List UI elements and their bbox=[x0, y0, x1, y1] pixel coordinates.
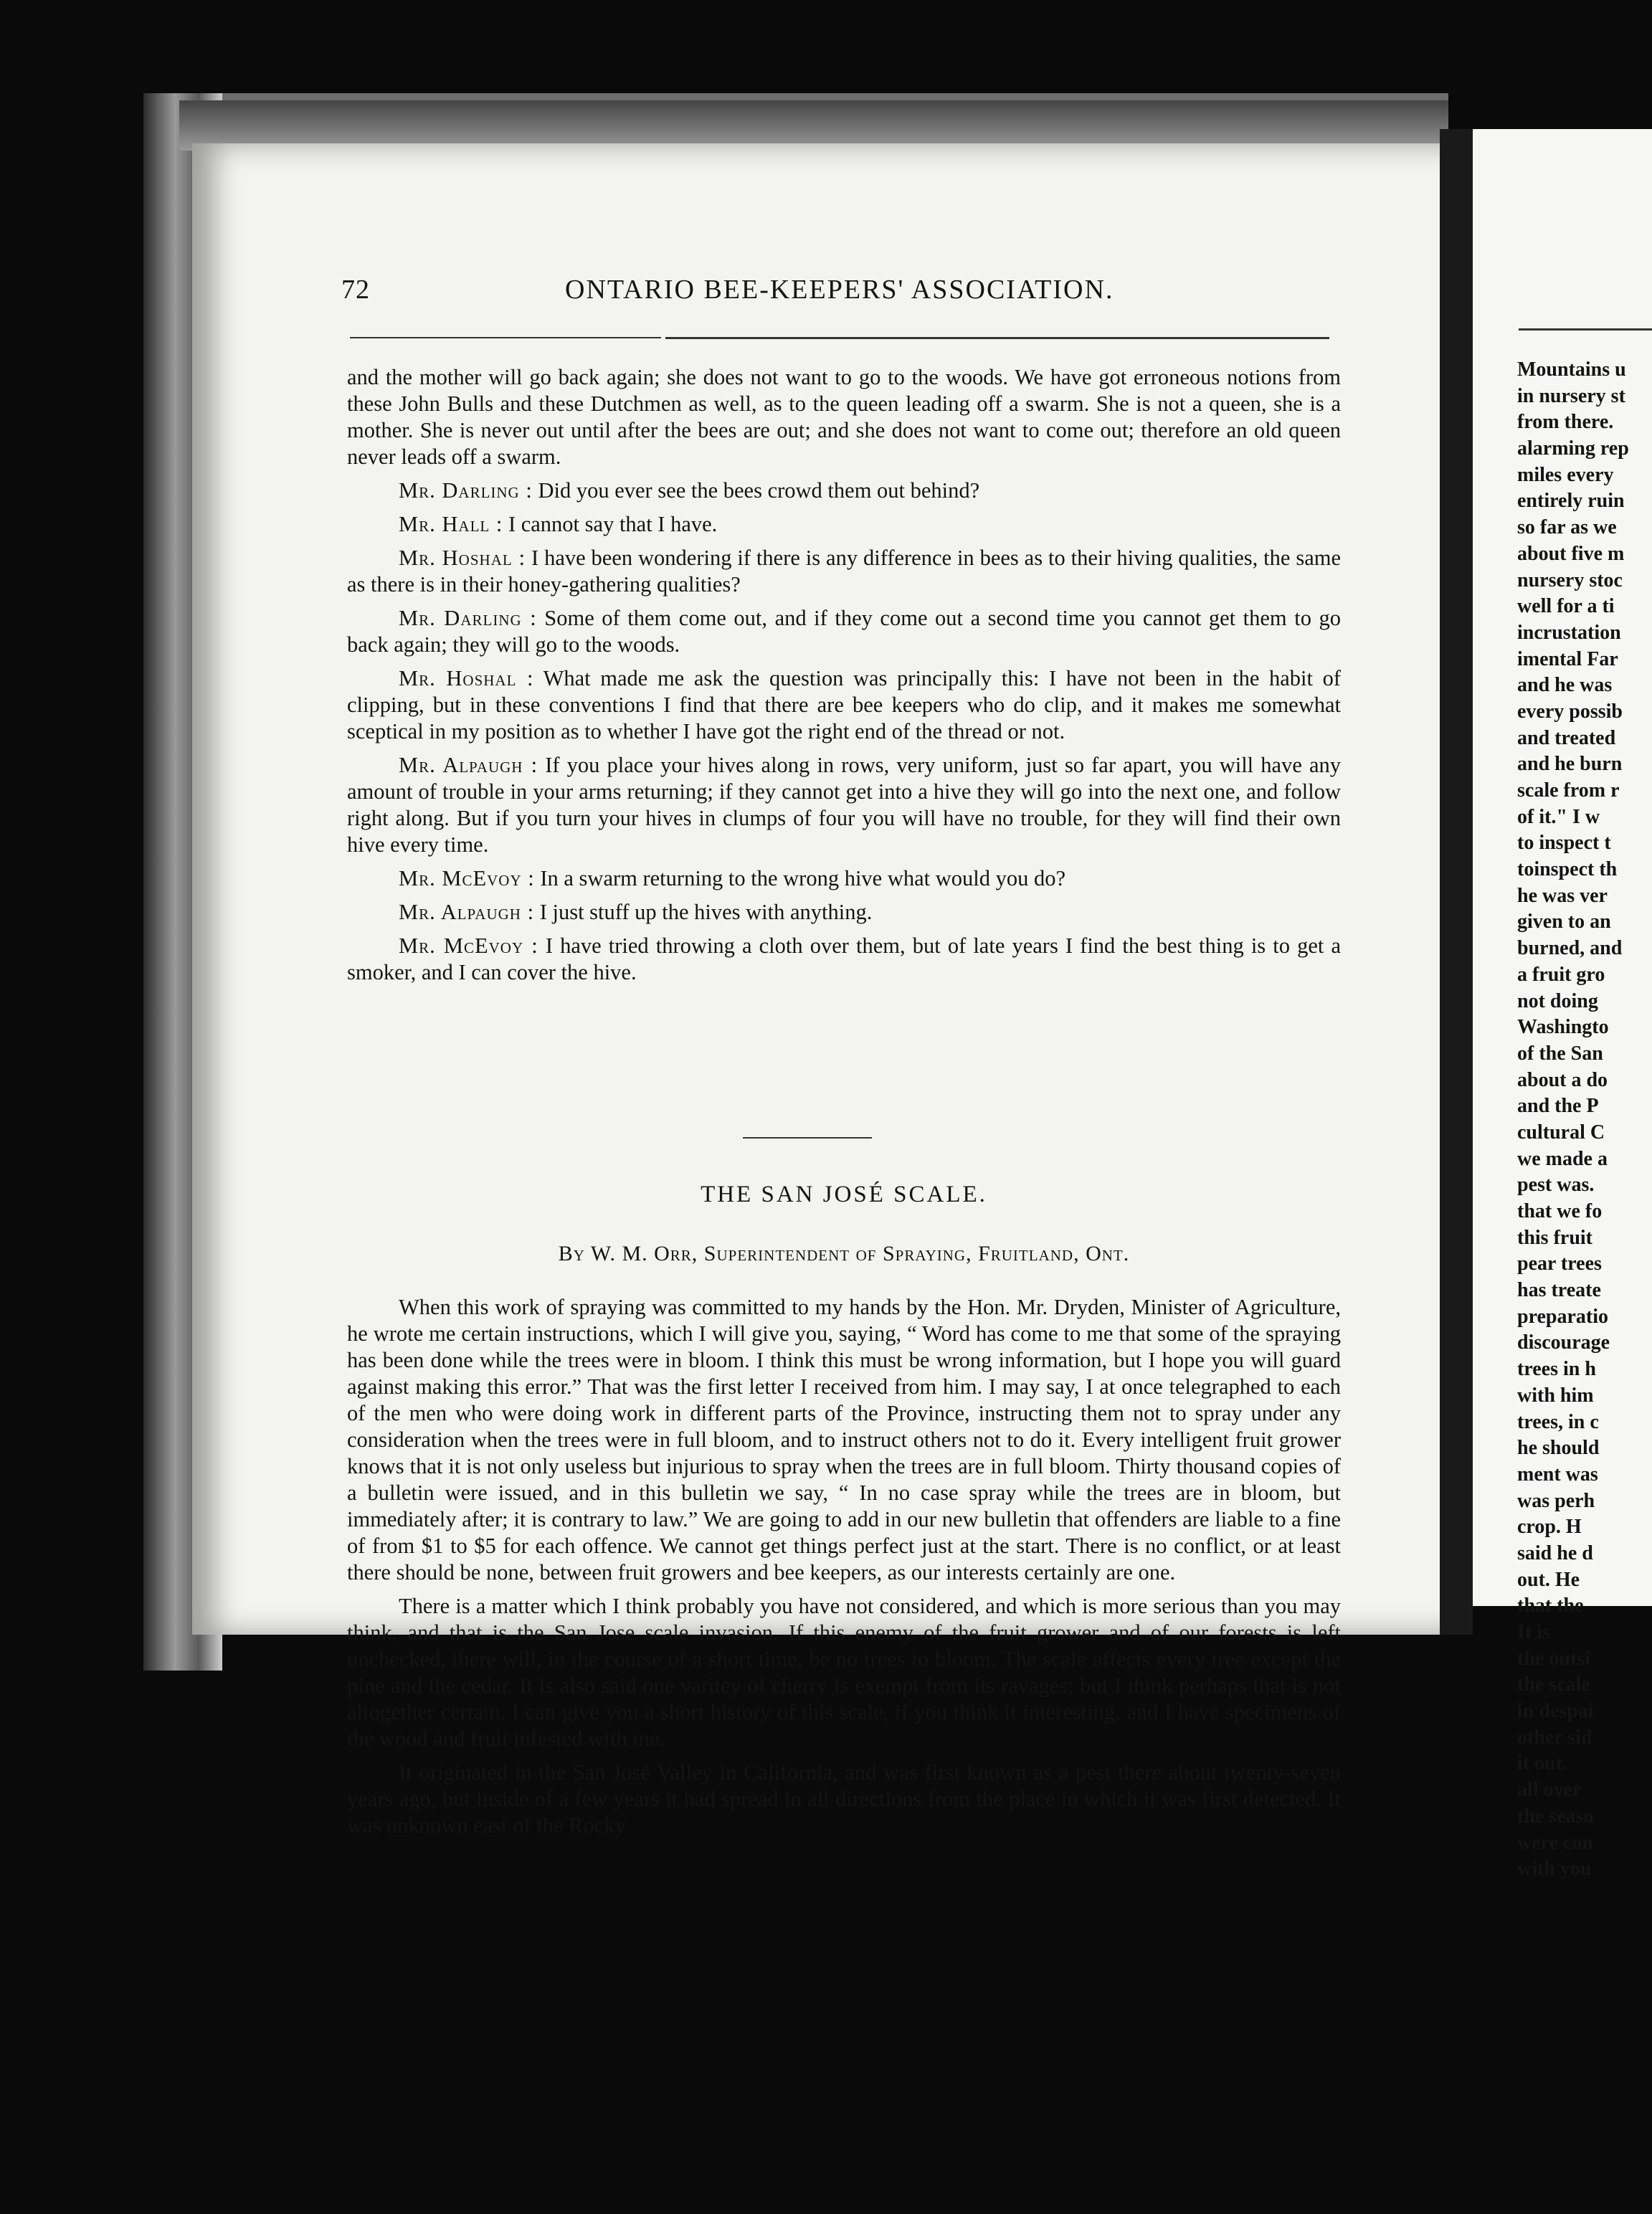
right-page-line: alarming rep bbox=[1517, 437, 1629, 460]
right-page-line: well for a ti bbox=[1517, 595, 1615, 618]
article-paragraph: It originated in the San José Valley in California, and was first known as a pest there about twenty-seven years ago, but inside of a few years it had spread in all directions from the place in which it was first detected. It was unknown east of the Rocky bbox=[347, 1760, 1341, 1838]
discussion-text-0: and the mother will go back again; she does not want to go to the woods. We have got erroneous notions from these John Bulls and these Dutchmen as well, as to the queen leading off a swarm. She is not a queen, she is a mother. She is never out until after the bees are out; and she does not want to come out; therefore an old queen never leads off a swarm. bbox=[347, 365, 1341, 469]
right-page-line: he should bbox=[1517, 1437, 1600, 1460]
right-page-line: and he burn bbox=[1517, 753, 1623, 776]
discussion-paragraph bbox=[347, 665, 1341, 745]
right-page-line: trees, in c bbox=[1517, 1410, 1599, 1433]
right-page-line: about five m bbox=[1517, 542, 1625, 565]
speaker-name: Mr. Hoshal : bbox=[399, 546, 526, 570]
right-page-line: imental Far bbox=[1517, 647, 1618, 670]
right-page-line: were con bbox=[1517, 1831, 1593, 1854]
right-page-line: out. He bbox=[1517, 1568, 1580, 1591]
discussion-paragraph bbox=[347, 478, 1341, 504]
speaker-name: Mr. Darling : bbox=[399, 606, 537, 630]
right-page-line: given to an bbox=[1517, 911, 1611, 933]
article-byline: By W. M. Orr, Superintendent of Spraying, Fruitland, Ont. bbox=[558, 1242, 1130, 1265]
right-page-line: about a do bbox=[1517, 1068, 1608, 1091]
right-page-line: discourage bbox=[1517, 1331, 1610, 1354]
speaker-remark: I cannot say that I have. bbox=[508, 512, 718, 536]
right-page-line: not doing bbox=[1517, 989, 1598, 1012]
speaker-remark: In a swarm returning to the wrong hive what would you do? bbox=[540, 866, 1066, 890]
header-rule-left bbox=[350, 337, 661, 338]
speaker-remark: Some of them come out, and if they come out a second time you cannot get them to go back again; they will go to the woods. bbox=[347, 606, 1341, 657]
right-page-line: other sid bbox=[1517, 1726, 1592, 1749]
section-divider bbox=[743, 1137, 872, 1139]
speaker-name: Mr. McEvoy : bbox=[399, 933, 538, 958]
speaker-remark: Did you ever see the bees crowd them out behind? bbox=[538, 478, 980, 503]
right-page-line: it out. bbox=[1517, 1752, 1567, 1775]
right-page-line: preparatio bbox=[1517, 1305, 1609, 1328]
right-page-line: in despai bbox=[1517, 1700, 1594, 1723]
discussion-paragraph bbox=[347, 511, 1341, 538]
right-page-line: nursery stoc bbox=[1517, 569, 1623, 591]
discussion-paragraph bbox=[347, 933, 1341, 986]
right-page-line: pest was. bbox=[1517, 1174, 1595, 1197]
right-page-column bbox=[1517, 357, 1652, 1883]
right-page-line: It is bbox=[1517, 1621, 1550, 1643]
article-paragraph: There is a matter which I think probably you have not considered, and which is more serious than you may think, and that is the San Jose scale invasion. If this enemy of the fruit grower and of our forests is left unchecked, there will, in the course of a short time, be no trees to bloom. The scale affects every tree except the pine and the cedar. It is also said one varitey of cherry is exempt from its ravages; but I think perhaps that is not altogether certain. I can give you a short history of this scale, if you think it interesting, and I have specimens of the wood and fruit infested with me. bbox=[347, 1594, 1341, 1751]
right-page-line: the outsi bbox=[1517, 1647, 1590, 1670]
right-page-line: every possib bbox=[1517, 700, 1623, 723]
right-page-line: crop. H bbox=[1517, 1516, 1582, 1539]
right-page-line: Washingto bbox=[1517, 1016, 1609, 1039]
right-page-line: the scale bbox=[1517, 1673, 1590, 1696]
right-page-line: was perh bbox=[1517, 1489, 1595, 1512]
speaker-remark: I have tried throwing a cloth over them, but of late years I find the best thing is to get a smoker, and I can cover the hive. bbox=[347, 933, 1342, 984]
article-body bbox=[347, 1294, 1341, 1846]
right-page-line: he was ver bbox=[1517, 884, 1608, 907]
speaker-name: Mr. Alpaugh : bbox=[399, 900, 535, 924]
right-page-line: in nursery st bbox=[1517, 384, 1625, 407]
right-page-line: with him bbox=[1517, 1384, 1594, 1407]
page-header bbox=[341, 274, 1345, 317]
right-page-line: and treated bbox=[1517, 726, 1616, 749]
right-page-line: of the San bbox=[1517, 1042, 1603, 1065]
discussion-paragraph bbox=[347, 865, 1341, 892]
right-page-line: that the bbox=[1517, 1595, 1584, 1617]
right-page-line: pear trees bbox=[1517, 1253, 1602, 1275]
speaker-remark: If you place your hives along in rows, very uniform, just so far apart, you will have any amount of trouble in your arms returning; if they cannot get into a hive they will go into the next one, and follow right along. But if you turn your hives in clumps of four you will have no trouble, for they will find their own hive every time. bbox=[347, 753, 1342, 857]
right-page-line: that we fo bbox=[1517, 1200, 1603, 1222]
speaker-name: Mr. McEvoy : bbox=[399, 866, 535, 890]
speaker-name: Mr. Darling : bbox=[399, 478, 533, 503]
article-paragraph: When this work of spraying was committed to my hands by the Hon. Mr. Dryden, Minister of Agriculture, he wrote me certain instructions, which I will give you, saying, “ Word has come to me that some of the spraying has been done while the trees were in bloom. I think this must be wrong information, but I hope you will guard against making this error.” That was the first letter I received from him. I may say, I at once telegraphed to each of the men who were doing work in different parts of the Province, instructing them not to spray under any consideration when the trees were in full bloom, and to instruct others not to do it. Every intelligent fruit grower knows that it is not only useless but injurious to spray when the trees are in full bloom. Thirty thousand copies of a bulletin were issued, and in this bulletin we say, “ In no case spray while the trees are in bloom, but immediately after; it is contrary to law.” We are going to add in our new bulletin that offenders are liable to a fine of from $1 to $5 for each offence. We cannot get things perfect just at the start. There is no conflict, or at least there should be none, between fruit growers and bee keepers, as our interests certainly are one. bbox=[347, 1295, 1341, 1585]
right-page-line: with you bbox=[1517, 1858, 1592, 1881]
speaker-name: Mr. Hoshal : bbox=[399, 666, 534, 690]
right-page-line: said he d bbox=[1517, 1541, 1593, 1564]
right-page-line: ment was bbox=[1517, 1463, 1598, 1486]
right-page-line: trees in h bbox=[1517, 1358, 1596, 1381]
discussion-paragraph bbox=[347, 545, 1341, 598]
book-gutter bbox=[1440, 129, 1473, 1635]
right-page-line: toinspect th bbox=[1517, 858, 1618, 881]
right-page-line: and he was bbox=[1517, 674, 1613, 697]
speaker-remark: What made me ask the question was principally this: I have not been in the habit of clipping, but in these conventions I find that there are bee keepers who do clip, and it makes me somewhat sceptical in my position as to whether I have got the right end of the thread or not. bbox=[347, 666, 1341, 743]
discussion-paragraph bbox=[347, 752, 1341, 858]
right-page-line: scale from r bbox=[1517, 779, 1620, 802]
right-page-line: a fruit gro bbox=[1517, 963, 1605, 986]
speaker-name: Mr. Hall : bbox=[399, 512, 503, 536]
right-page-line: this fruit bbox=[1517, 1226, 1592, 1249]
right-page-line: cultural C bbox=[1517, 1121, 1605, 1144]
right-page-line: burned, and bbox=[1517, 937, 1623, 960]
speaker-remark: I have been wondering if there is any difference in bees as to their hiving qualities, the same as there is in their honey-gathering qualities? bbox=[347, 546, 1342, 597]
right-page-header-rule bbox=[1519, 328, 1652, 331]
right-page-line: so far as we bbox=[1517, 516, 1617, 539]
right-page-line: we made a bbox=[1517, 1147, 1608, 1170]
running-head: ONTARIO BEE-KEEPERS' ASSOCIATION. bbox=[565, 275, 1114, 305]
discussion-text bbox=[347, 364, 1341, 993]
discussion-paragraph bbox=[347, 364, 1341, 470]
speaker-remark: I just stuff up the hives with anything. bbox=[539, 900, 873, 924]
discussion-paragraph bbox=[347, 605, 1341, 658]
article-title: THE SAN JOSÉ SCALE. bbox=[701, 1182, 987, 1207]
right-page-line: the seaso bbox=[1517, 1805, 1594, 1828]
right-page-line: all over bbox=[1517, 1779, 1582, 1802]
right-page-line: and the P bbox=[1517, 1095, 1599, 1118]
right-page-line: incrustation bbox=[1517, 621, 1621, 644]
right-page-line: has treate bbox=[1517, 1279, 1601, 1302]
right-page-line: of it." I w bbox=[1517, 805, 1600, 828]
discussion-paragraph bbox=[347, 899, 1341, 926]
right-page-line: to inspect t bbox=[1517, 832, 1611, 855]
right-page-line: from there. bbox=[1517, 411, 1614, 434]
header-rule-right bbox=[665, 337, 1329, 339]
right-page-line: entirely ruin bbox=[1517, 490, 1625, 513]
right-page-line: Mountains u bbox=[1517, 358, 1626, 381]
speaker-name: Mr. Alpaugh : bbox=[399, 753, 538, 777]
page-number: 72 bbox=[341, 275, 370, 305]
right-page-line: miles every bbox=[1517, 463, 1614, 486]
